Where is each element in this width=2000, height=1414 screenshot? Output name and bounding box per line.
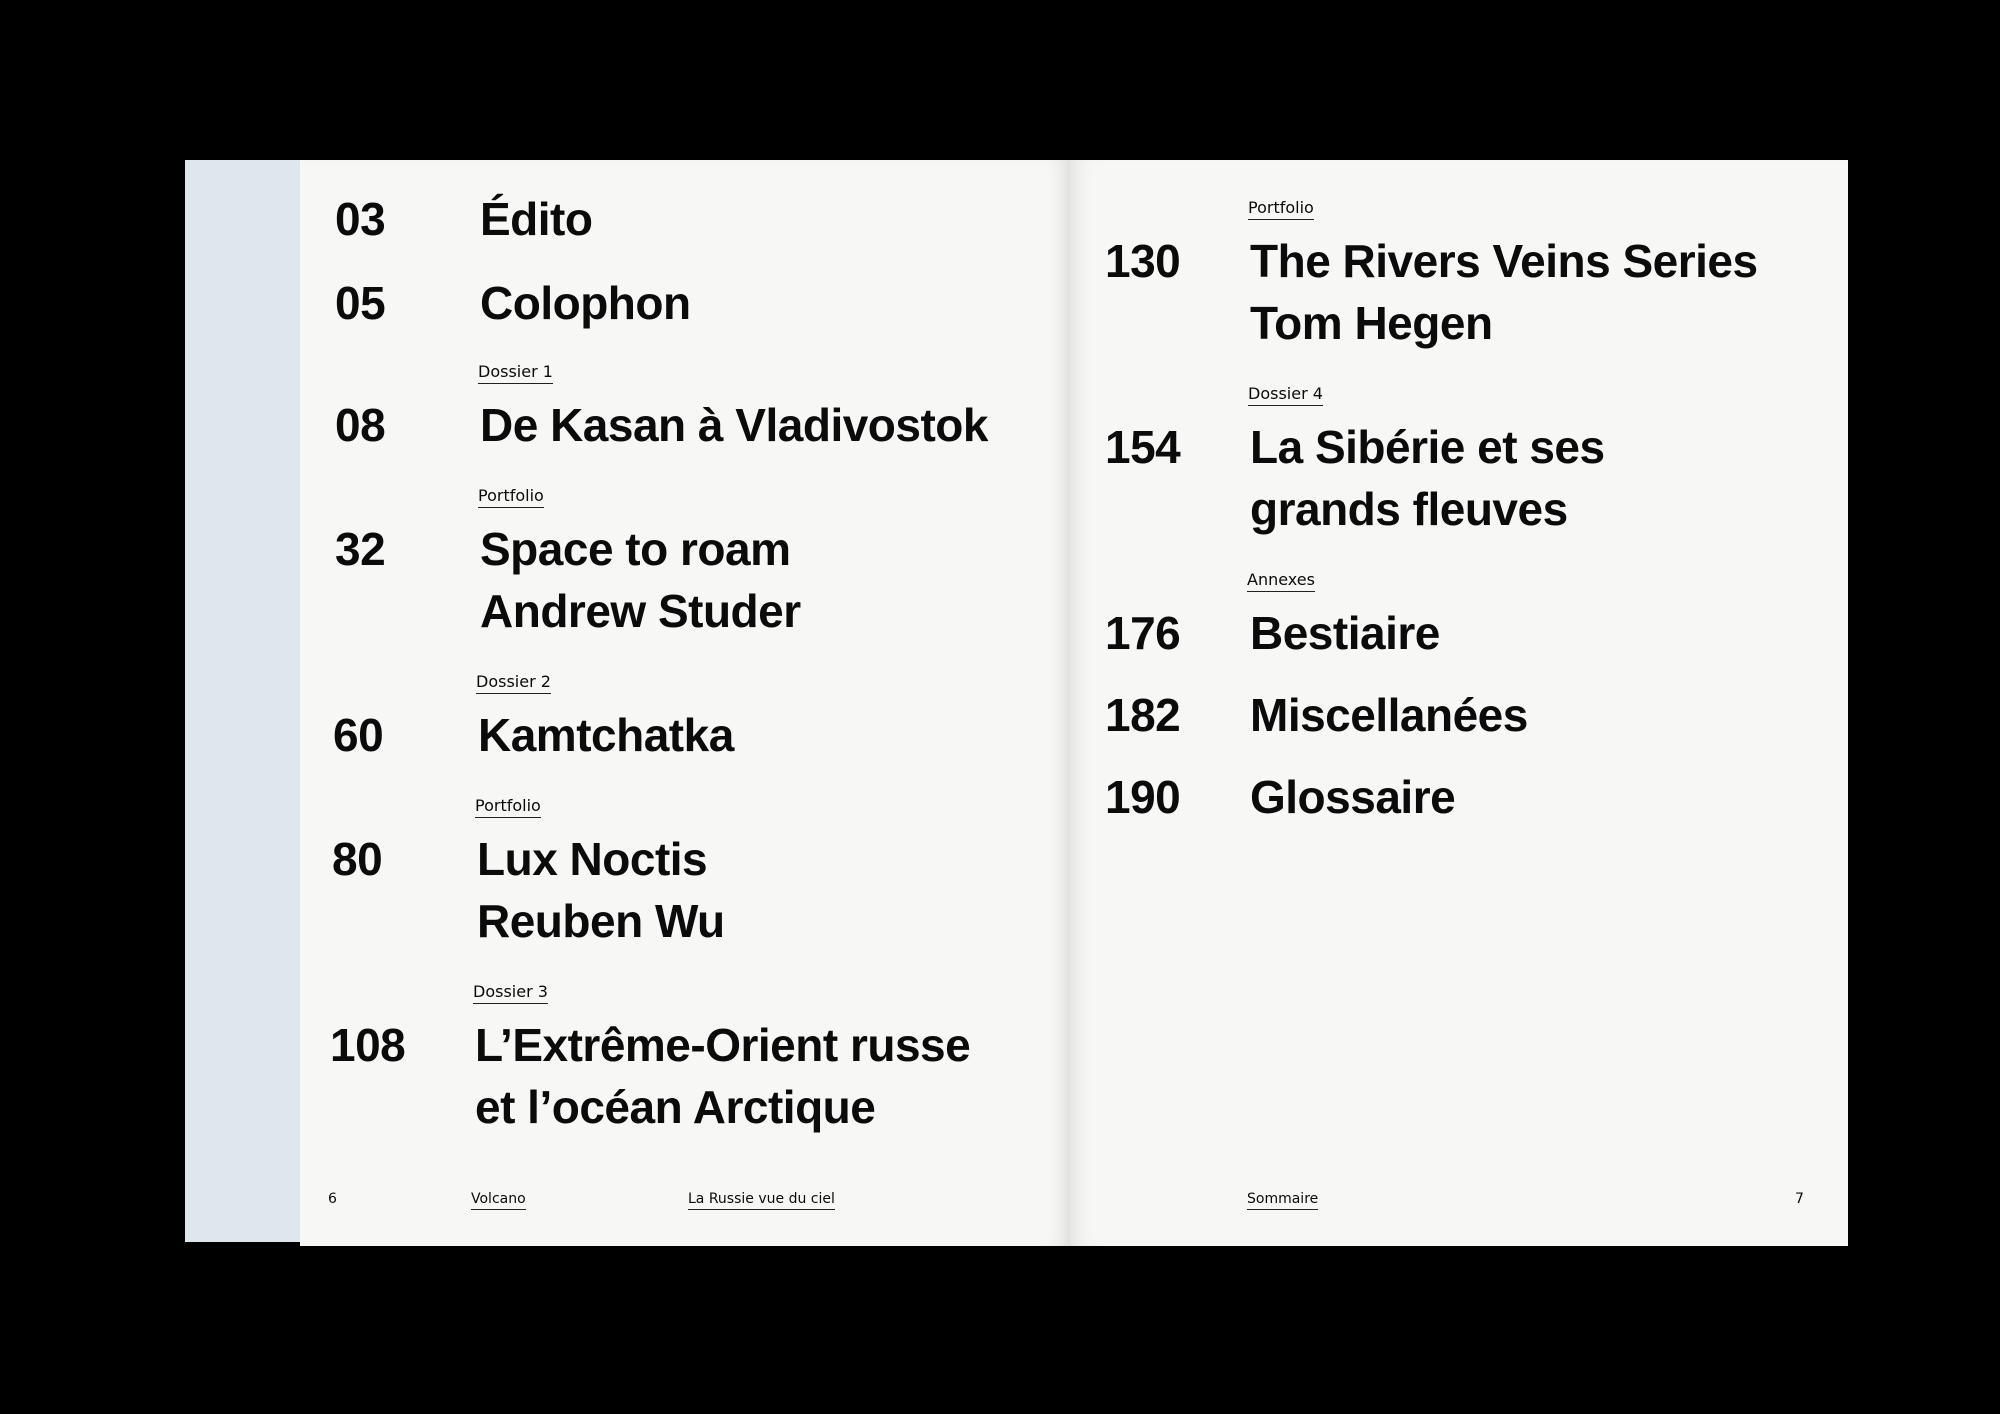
section-label: Dossier 4	[1248, 384, 1323, 406]
section-label: Annexes	[1247, 570, 1315, 592]
entry-title: Colophon	[480, 277, 691, 329]
page-number: 03	[335, 193, 386, 245]
entry-title: De Kasan à Vladivostok	[480, 399, 988, 451]
entry-title: Space to roam Andrew Studer	[480, 523, 801, 637]
page-number: 176	[1105, 607, 1181, 659]
entry-title: The Rivers Veins Series Tom Hegen	[1250, 235, 1758, 349]
entry-title: La Sibérie et ses grands fleuves	[1250, 421, 1605, 535]
section-label: Portfolio	[475, 796, 541, 818]
page-number: 108	[330, 1019, 406, 1071]
page-number: 08	[335, 399, 386, 451]
entry-title: Glossaire	[1250, 771, 1456, 823]
folio: 6	[328, 1191, 337, 1207]
entry-title: Bestiaire	[1250, 607, 1440, 659]
section-label: Dossier 2	[476, 672, 551, 694]
page-number: 154	[1105, 421, 1181, 473]
page-number: 60	[333, 709, 384, 761]
section-name: Sommaire	[1247, 1190, 1318, 1210]
page-number: 182	[1105, 689, 1181, 741]
entry-title: Lux Noctis Reuben Wu	[477, 833, 725, 947]
page-number: 80	[332, 833, 383, 885]
left-page	[300, 160, 1070, 1246]
entry-title: L’Extrême-Orient russe et l’océan Arctique	[475, 1019, 971, 1133]
section-label: Portfolio	[1248, 198, 1314, 220]
page-number: 32	[335, 523, 386, 575]
issue-title: La Russie vue du ciel	[688, 1190, 835, 1210]
section-label: Portfolio	[478, 486, 544, 508]
section-label: Dossier 1	[478, 362, 553, 384]
page-number: 05	[335, 277, 386, 329]
section-label: Dossier 3	[473, 982, 548, 1004]
entry-title: Édito	[480, 193, 593, 245]
entry-title: Kamtchatka	[478, 709, 734, 761]
magazine-name: Volcano	[471, 1190, 526, 1210]
page-number: 130	[1105, 235, 1181, 287]
folio: 7	[1795, 1191, 1804, 1207]
right-page	[1070, 160, 1848, 1246]
page-number: 190	[1105, 771, 1181, 823]
entry-title: Miscellanées	[1250, 689, 1528, 741]
magazine-spread	[300, 160, 1848, 1246]
